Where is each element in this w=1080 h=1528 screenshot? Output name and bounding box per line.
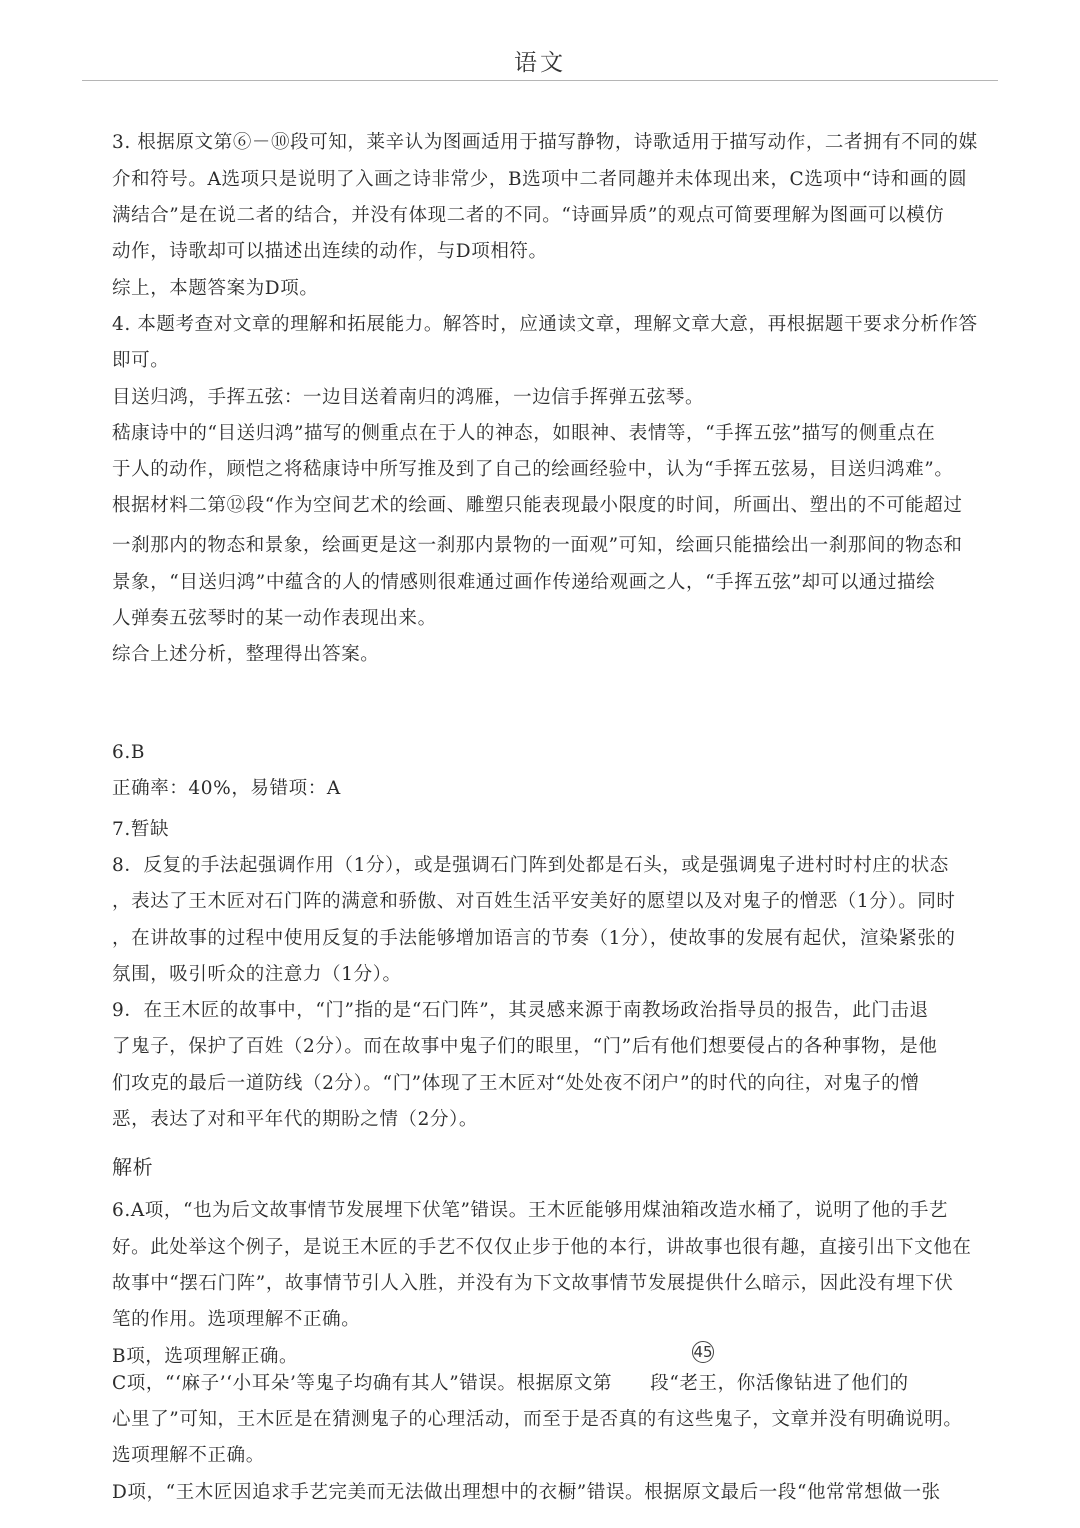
section-heading-analysis: 解析 [112,1155,154,1179]
text-line: 综上，本题答案为D项。 [112,278,319,299]
text-line: 目送归鸿，手挥五弦：一边目送着南归的鸿雁，一边信手挥弹五弦琴。 [112,387,705,408]
text-line: 6.A项，“也为后文故事情节发展埋下伏笔”错误。王木匠能够用煤油箱改造水桶了，说明了他的手艺 [112,1200,949,1221]
text-line: ，在讲故事的过程中使用反复的手法能够增加语言的节奏（1分），使故事的发展有起伏，渲染紧张的 [112,928,956,949]
text-line: 4. 本题考查对文章的理解和拓展能力。解答时，应通读文章，理解文章大意，再根据题干要求分析作答 [112,314,978,335]
text-line: 好。此处举这个例子，是说王木匠的手艺不仅仅止步于他的本行，讲故事也很有趣，直接引出下文他在 [112,1237,972,1258]
text-line: 动作，诗歌却可以描述出连续的动作，与D项相符。 [112,241,548,262]
header-divider [82,80,998,81]
text-line: C项，“‘麻子’‘小耳朵’等鬼子均确有其人”错误。根据原文第 段“老王，你活像钻进了他们的 [112,1373,909,1394]
text-line: 恶，表达了对和平年代的期盼之情（2分）。 [112,1109,479,1130]
text-line: 9．在王木匠的故事中，“门”指的是“石门阵”，其灵感来源于南教场政治指导员的报告，此门击退 [112,1000,929,1021]
text-line: B项，选项理解正确。 [112,1346,299,1367]
text-line: 即可。 [112,350,170,371]
text-line: 人弹奏五弦琴时的某一动作表现出来。 [112,608,437,629]
text-line: 根据材料二第⑫段“作为空间艺术的绘画、雕塑只能表现最小限度的时间，所画出、塑出的不可能超过 [112,495,963,516]
page-header-title: 语文 [514,50,566,76]
text-line: 介和符号。A选项只是说明了入画之诗非常少，B选项中二者同趣并未体现出来，C选项中“诗和画的圆 [112,169,968,190]
text-line: 氛围，吸引听众的注意力（1分）。 [112,964,402,985]
text-line: 故事中“摆石门阵”，故事情节引人入胜，并没有为下文故事情节发展提供什么暗示，因此没有埋下伏 [112,1273,954,1294]
text-line: 了鬼子，保护了百姓（2分）。而在故事中鬼子们的眼里，“门”后有他们想要侵占的各种事物，是他 [112,1036,938,1057]
text-line: D项，“王木匠因追求手艺完美而无法做出理想中的衣橱”错误。根据原文最后一段“他常常想做一张 [112,1482,941,1503]
text-line: 们攻克的最后一道防线（2分）。“门”体现了王木匠对“处处夜不闭户”的时代的向往，对鬼子的憎 [112,1073,920,1094]
text-line: 笔的作用。选项理解不正确。 [112,1309,361,1330]
text-line: 一刹那内的物态和景象，绘画更是这一刹那内景物的一面观”可知，绘画只能描绘出一刹那间的物态和 [112,535,963,556]
answer-7: 7.暂缺 [112,819,170,840]
accuracy-line: 正确率：40%，易错项：A [112,778,341,799]
text-line: 满结合”是在说二者的结合，并没有体现二者的不同。“诗画异质”的观点可简要理解为图画可以模仿 [112,205,945,226]
paragraph-number-marker: 45 [693,1343,713,1361]
answer-6: 6.B [112,742,146,763]
text-line: 于人的动作，顾恺之将嵇康诗中所写推及到了自己的绘画经验中，认为“手挥五弦易，目送归鸿难”。 [112,459,954,480]
text-line: 8．反复的手法起强调作用（1分），或是强调石门阵到处都是石头，或是强调鬼子进村时村庄的状态 [112,855,949,876]
text-line: 3. 根据原文第⑥－⑩段可知，莱辛认为图画适用于描写静物，诗歌适用于描写动作，二者拥有不同的媒 [112,132,978,153]
text-line: ，表达了王木匠对石门阵的满意和骄傲、对百姓生活平安美好的愿望以及对鬼子的憎恶（1分）。同时 [112,891,956,912]
text-line: 景象，“目送归鸿”中蕴含的人的情感则很难通过画作传递给观画之人，“手挥五弦”却可以通过描绘 [112,572,936,593]
text-line: 嵇康诗中的“目送归鸿”描写的侧重点在于人的神态，如眼神、表情等，“手挥五弦”描写的侧重点在 [112,423,936,444]
text-line: 综合上述分析，整理得出答案。 [112,644,380,665]
text-line: 心里了”可知，王木匠是在猜测鬼子的心理活动，而至于是否真的有这些鬼子，文章并没有明确说明。 [112,1409,963,1430]
text-line: 选项理解不正确。 [112,1445,265,1466]
